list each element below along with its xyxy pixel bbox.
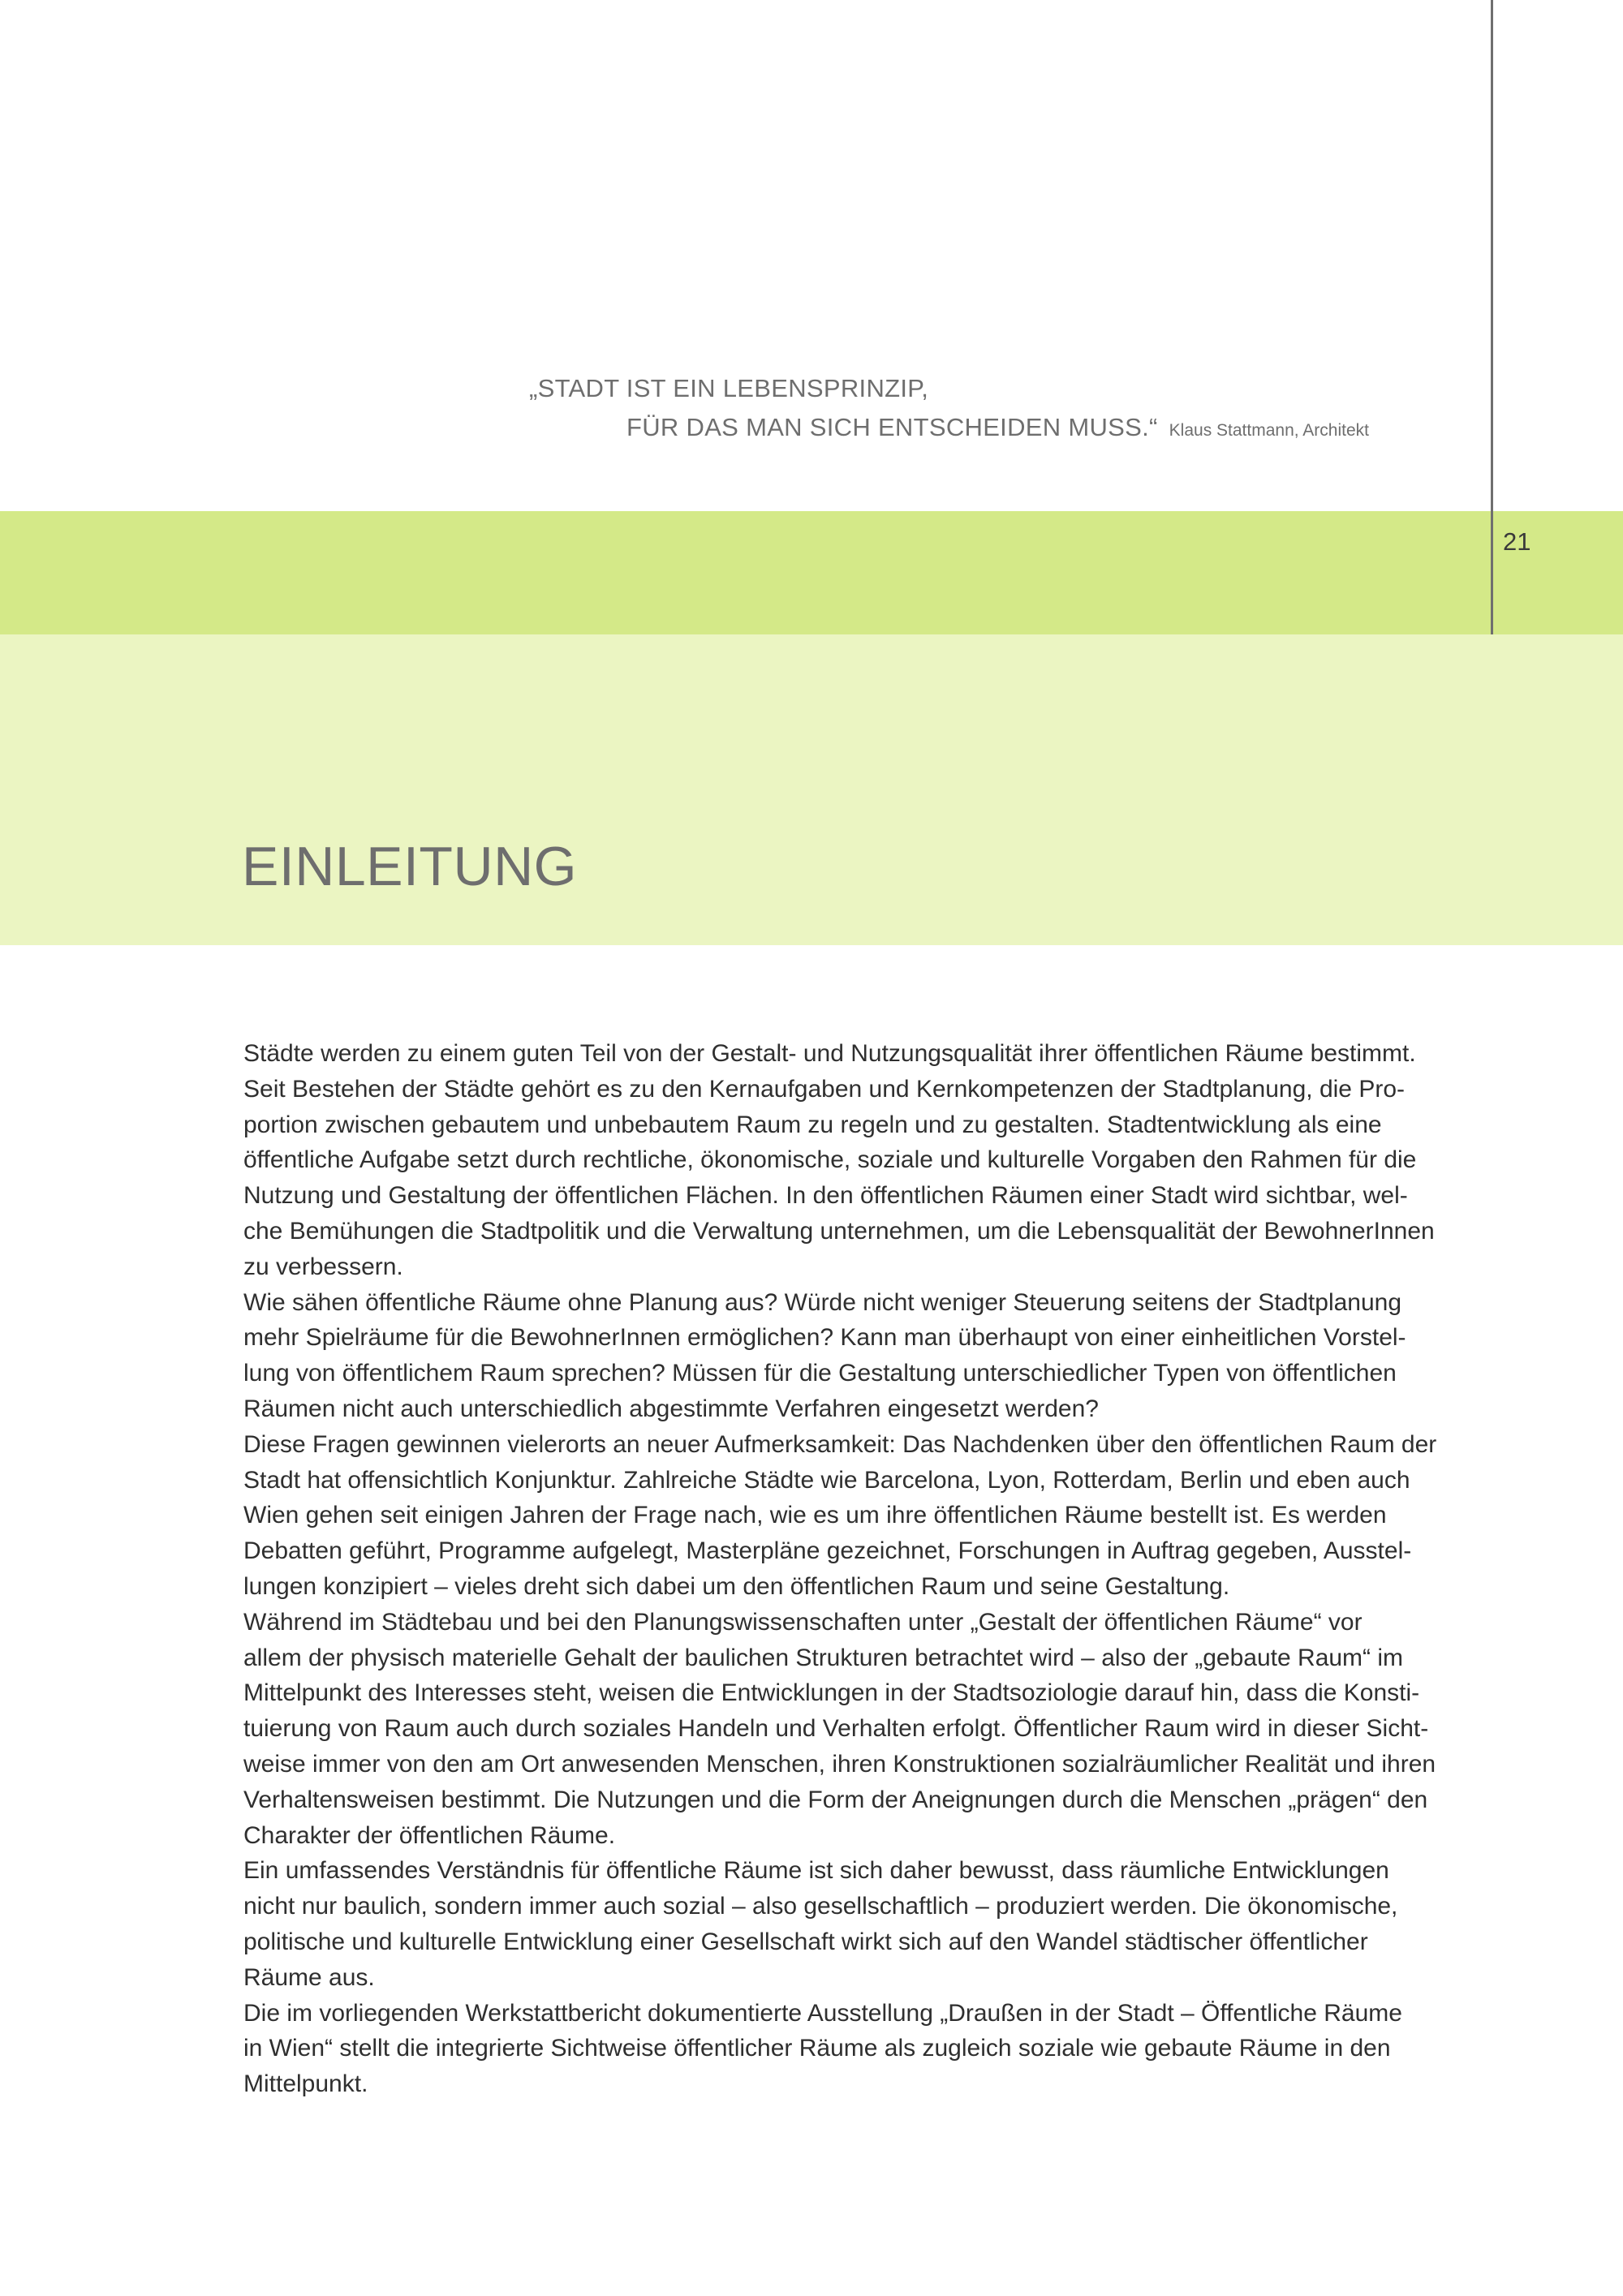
body-line: Wien gehen seit einigen Jahren der Frage nach, wie es um ihre öffentlichen Räume bestellt ist. Es werden <box>243 1502 1387 1529</box>
quote-line-2-text: FÜR DAS MAN SICH ENTSCHEIDEN MUSS.“ <box>626 413 1158 441</box>
quote-line-1: „STADT IST EIN LEBENSPRINZIP, <box>529 374 929 402</box>
body-line: lung von öffentlichem Raum sprechen? Müssen für die Gestaltung unterschiedlicher Typen von öffentlichen <box>243 1360 1397 1387</box>
body-line: politische und kulturelle Entwicklung einer Gesellschaft wirkt sich auf den Wandel städtischer öffentlicher <box>243 1928 1368 1955</box>
body-line: Während im Städtebau und bei den Planungswissenschaften unter „Gestalt der öffentlichen Räume“ vor <box>243 1608 1363 1636</box>
page-number: 21 <box>1503 527 1531 556</box>
body-line: allem der physisch materielle Gehalt der baulichen Strukturen betrachtet wird – also der „gebaute Raum“ im <box>243 1644 1404 1671</box>
body-text <box>243 1036 1437 2102</box>
body-line: Wie sähen öffentliche Räume ohne Planung aus? Würde nicht weniger Steuerung seitens der Stadtplanung <box>243 1288 1402 1316</box>
body-line: Verhaltensweisen bestimmt. Die Nutzungen und die Form der Aneignungen durch die Menschen „prägen“ den <box>243 1786 1428 1813</box>
body-line: Charakter der öffentlichen Räume. <box>243 1821 616 1849</box>
quote-attribution: Klaus Stattmann, Architekt <box>1169 421 1369 440</box>
body-line: portion zwischen gebautem und unbebautem Raum zu regeln und zu gestalten. Stadtentwicklung als eine <box>243 1111 1382 1138</box>
margin-vertical-rule <box>1491 0 1493 634</box>
body-line: öffentliche Aufgabe setzt durch rechtliche, ökonomische, soziale und kulturelle Vorgaben den Rahmen für die <box>243 1146 1417 1174</box>
body-line: lungen konzipiert – vieles dreht sich dabei um den öffentlichen Raum und seine Gestaltung. <box>243 1572 1230 1600</box>
body-line: Die im vorliegenden Werkstattbericht dokumentierte Ausstellung „Draußen in der Stadt – Öffentliche Räume <box>243 1999 1402 2027</box>
quote-line-2 <box>529 408 1462 450</box>
header-band <box>0 511 1623 634</box>
body-line: nicht nur baulich, sondern immer auch sozial – also gesellschaftlich – produziert werden. Die ökonomische, <box>243 1893 1398 1920</box>
body-line: Städte werden zu einem guten Teil von der Gestalt- und Nutzungsqualität ihrer öffentlichen Räume bestimmt. <box>243 1040 1416 1067</box>
body-line: Räume aus. <box>243 1963 375 1991</box>
body-line: in Wien“ stellt die integrierte Sichtweise öffentlicher Räume als zugleich soziale wie gebaute Räume in den <box>243 2035 1391 2062</box>
body-line: Stadt hat offensichtlich Konjunktur. Zahlreiche Städte wie Barcelona, Lyon, Rotterdam, Berlin und eben auch <box>243 1466 1410 1494</box>
body-line: Räumen nicht auch unterschiedlich abgestimmte Verfahren eingesetzt werden? <box>243 1395 1099 1422</box>
body-line: che Bemühungen die Stadtpolitik und die Verwaltung unternehmen, um die Lebensqualität der BewohnerInnen <box>243 1217 1435 1245</box>
section-title: EINLEITUNG <box>242 836 578 897</box>
body-line: Mittelpunkt. <box>243 2070 368 2098</box>
body-line: Nutzung und Gestaltung der öffentlichen Flächen. In den öffentlichen Räumen einer Stadt wird sichtbar, wel- <box>243 1182 1408 1210</box>
body-line: mehr Spielräume für die BewohnerInnen ermöglichen? Kann man überhaupt von einer einheitlichen Vorstel- <box>243 1324 1406 1352</box>
epigraph-quote <box>529 369 1462 450</box>
body-line: Seit Bestehen der Städte gehört es zu den Kernaufgaben und Kernkompetenzen der Stadtplanung, die Pro- <box>243 1075 1405 1103</box>
body-line: Ein umfassendes Verständnis für öffentliche Räume ist sich daher bewusst, dass räumliche Entwicklungen <box>243 1857 1389 1885</box>
body-line: Diese Fragen gewinnen vielerorts an neuer Aufmerksamkeit: Das Nachdenken über den öffentlichen Raum der <box>243 1430 1437 1458</box>
body-line: tuierung von Raum auch durch soziales Handeln und Verhalten erfolgt. Öffentlicher Raum wird in dieser Sicht- <box>243 1715 1429 1743</box>
body-line: Debatten geführt, Programme aufgelegt, Masterpläne gezeichnet, Forschungen in Auftrag gegeben, Ausstel- <box>243 1537 1412 1565</box>
body-line: Mittelpunkt des Interesses steht, weisen die Entwicklungen in der Stadtsoziologie darauf hin, dass die Konsti- <box>243 1679 1420 1707</box>
body-line: zu verbessern. <box>243 1253 403 1280</box>
body-line: weise immer von den am Ort anwesenden Menschen, ihren Konstruktionen sozialräumlicher Realität und ihren <box>243 1750 1436 1778</box>
